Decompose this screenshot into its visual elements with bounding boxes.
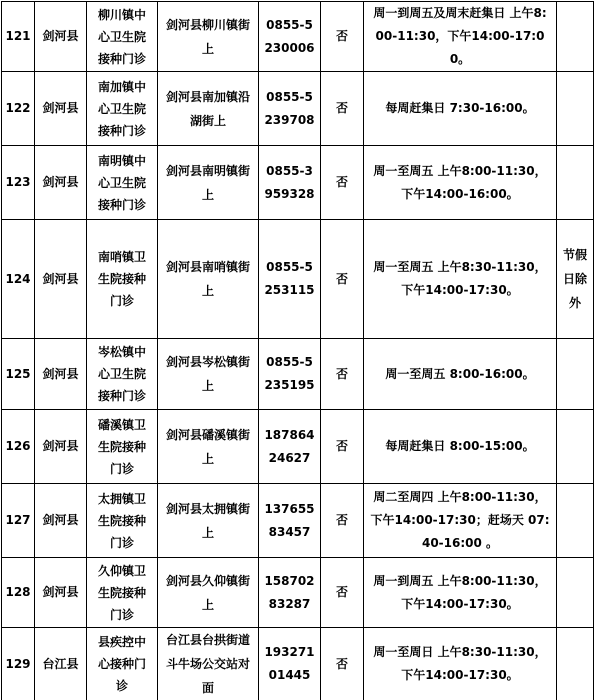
cell-clinic-name: 柳川镇中心卫生院接种门诊 <box>87 2 158 72</box>
cell-number: 128 <box>2 558 35 628</box>
cell-county: 剑河县 <box>35 72 87 146</box>
cell-note <box>557 146 594 220</box>
cell-phone: 0855-3959328 <box>259 146 321 220</box>
cell-clinic-name: 南明镇中心卫生院接种门诊 <box>87 146 158 220</box>
cell-address: 剑河县磻溪镇街上 <box>158 410 259 484</box>
cell-hours: 每周赶集日 8:00-15:00。 <box>364 410 557 484</box>
cell-hours: 周一到周五及周末赶集日 上午8:00-11:30，下午14:00-17:00。 <box>364 2 557 72</box>
cell-number: 129 <box>2 628 35 700</box>
cell-county: 剑河县 <box>35 558 87 628</box>
cell-clinic-name: 岑松镇中心卫生院接种门诊 <box>87 339 158 410</box>
cell-hours: 每周赶集日 7:30-16:00。 <box>364 72 557 146</box>
cell-note <box>557 410 594 484</box>
cell-hours: 周一至周日 上午8:30-11:30，下午14:00-17:30。 <box>364 628 557 700</box>
cell-flag: 否 <box>321 72 364 146</box>
cell-hours: 周一至周五 上午8:00-11:30，下午14:00-16:00。 <box>364 146 557 220</box>
table-row <box>2 339 594 410</box>
cell-county: 剑河县 <box>35 484 87 558</box>
cell-address: 剑河县南明镇街上 <box>158 146 259 220</box>
cell-note <box>557 2 594 72</box>
cell-note <box>557 484 594 558</box>
cell-note <box>557 339 594 410</box>
cell-phone: 0855-5239708 <box>259 72 321 146</box>
table-row <box>2 558 594 628</box>
table-row <box>2 410 594 484</box>
cell-clinic-name: 久仰镇卫生院接种门诊 <box>87 558 158 628</box>
cell-hours: 周一至周五 上午8:30-11:30，下午14:00-17:30。 <box>364 220 557 339</box>
cell-flag: 否 <box>321 2 364 72</box>
cell-flag: 否 <box>321 220 364 339</box>
cell-phone: 13765583457 <box>259 484 321 558</box>
cell-address: 剑河县柳川镇街上 <box>158 2 259 72</box>
cell-number: 122 <box>2 72 35 146</box>
cell-hours: 周二至周四 上午8:00-11:30，下午14:00-17:30；赶场天 07:40-16:00 。 <box>364 484 557 558</box>
table-row <box>2 72 594 146</box>
cell-county: 剑河县 <box>35 146 87 220</box>
cell-address: 剑河县南加镇沿湖街上 <box>158 72 259 146</box>
cell-phone: 0855-5230006 <box>259 2 321 72</box>
cell-hours: 周一到周五 上午8:00-11:30，下午14:00-17:30。 <box>364 558 557 628</box>
cell-note-holiday: 节假日除外 <box>557 220 594 339</box>
cell-number: 127 <box>2 484 35 558</box>
cell-address: 台江县台拱街道斗牛场公交站对面 <box>158 628 259 700</box>
cell-phone: 0855-5253115 <box>259 220 321 339</box>
cell-hours: 周一至周五 8:00-16:00。 <box>364 339 557 410</box>
cell-clinic-name: 太拥镇卫生院接种门诊 <box>87 484 158 558</box>
cell-address: 剑河县太拥镇街上 <box>158 484 259 558</box>
cell-phone: 0855-5235195 <box>259 339 321 410</box>
cell-clinic-name: 磻溪镇卫生院接种门诊 <box>87 410 158 484</box>
table-row <box>2 146 594 220</box>
cell-clinic-name: 南哨镇卫生院接种门诊 <box>87 220 158 339</box>
table-row <box>2 2 594 72</box>
cell-clinic-name: 南加镇中心卫生院接种门诊 <box>87 72 158 146</box>
cell-address: 剑河县岑松镇街上 <box>158 339 259 410</box>
cell-flag: 否 <box>321 628 364 700</box>
cell-county: 剑河县 <box>35 339 87 410</box>
cell-number: 125 <box>2 339 35 410</box>
cell-number: 121 <box>2 2 35 72</box>
table-row <box>2 628 594 700</box>
cell-address: 剑河县南哨镇街上 <box>158 220 259 339</box>
cell-number: 124 <box>2 220 35 339</box>
cell-phone: 18786424627 <box>259 410 321 484</box>
cell-flag: 否 <box>321 484 364 558</box>
cell-note <box>557 72 594 146</box>
cell-flag: 否 <box>321 339 364 410</box>
cell-clinic-name: 县疾控中心接种门诊 <box>87 628 158 700</box>
cell-phone: 15870283287 <box>259 558 321 628</box>
cell-number: 123 <box>2 146 35 220</box>
table-row <box>2 484 594 558</box>
table-row <box>2 220 594 339</box>
cell-note <box>557 628 594 700</box>
cell-flag: 否 <box>321 558 364 628</box>
cell-number: 126 <box>2 410 35 484</box>
cell-note <box>557 558 594 628</box>
cell-county: 剑河县 <box>35 410 87 484</box>
cell-county: 剑河县 <box>35 2 87 72</box>
cell-address: 剑河县久仰镇街上 <box>158 558 259 628</box>
cell-county: 台江县 <box>35 628 87 700</box>
cell-flag: 否 <box>321 410 364 484</box>
vaccination-clinic-table <box>1 1 594 700</box>
cell-county: 剑河县 <box>35 220 87 339</box>
cell-flag: 否 <box>321 146 364 220</box>
cell-phone: 19327101445 <box>259 628 321 700</box>
